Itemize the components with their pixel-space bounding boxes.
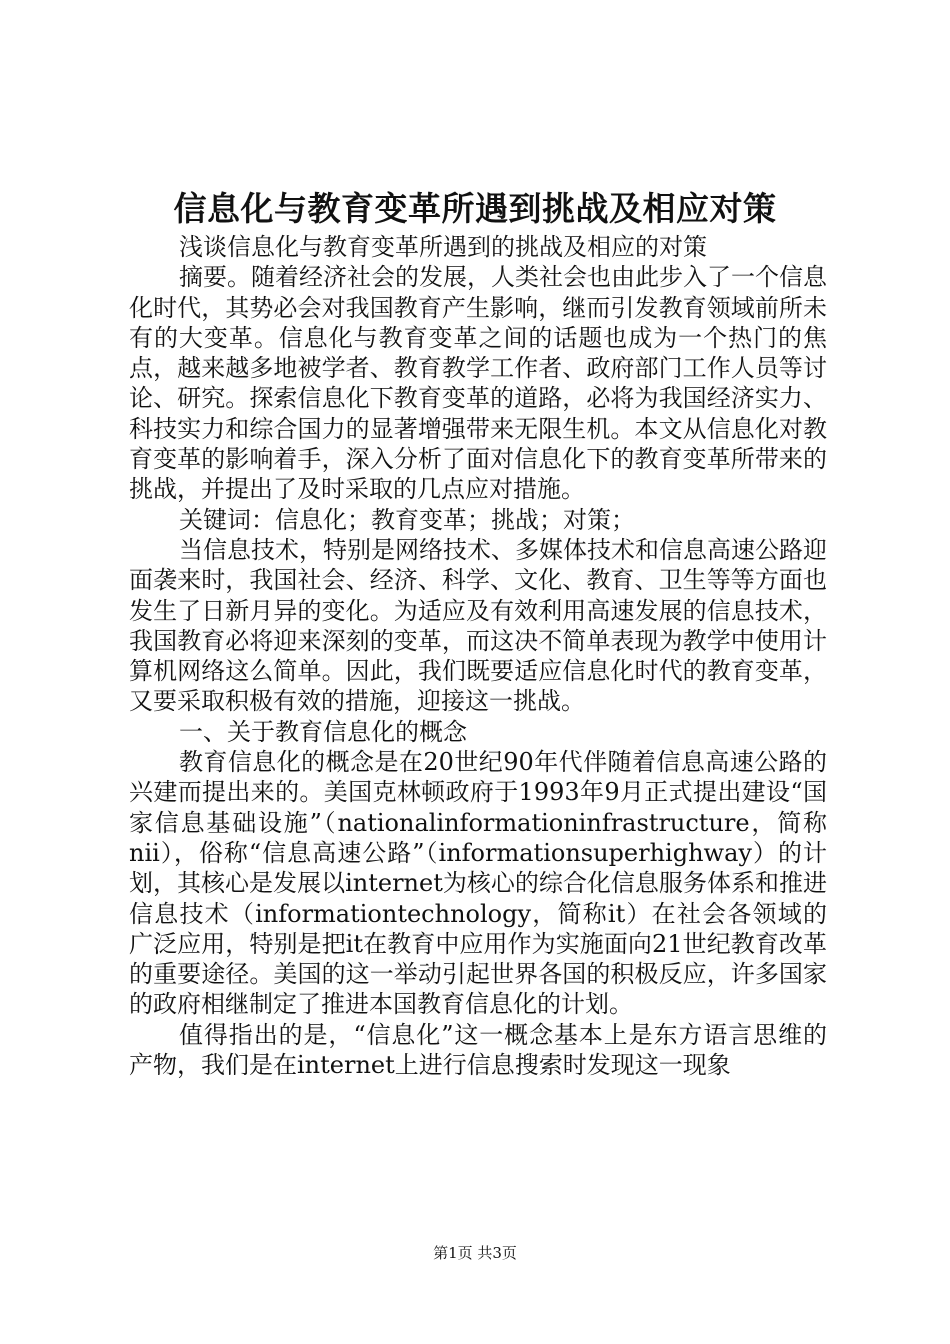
document-body [129,232,827,1080]
abstract-paragraph: 摘要。随着经济社会的发展，人类社会也由此步入了一个信息化时代，其势必会对我国教育产生影响，继而引发教育领域前所未有的大变革。信息化与教育变革之间的话题也成为一个热门的焦点，越来越多地被学者、教育教学工作者、政府部门工作人员等讨论、研究。探索信息化下教育变革的道路，必将为我国经济实力、科技实力和综合国力的显著增强带来无限生机。本文从信息化对教育变革的影响着手，深入分析了面对信息化下的教育变革所带来的挑战，并提出了及时采取的几点应对措施。 [129,263,827,504]
intro-paragraph: 当信息技术，特别是网络技术、多媒体技术和信息高速公路迎面袭来时，我国社会、经济、科学、文化、教育、卫生等等方面也发生了日新月异的变化。为适应及有效利用高速发展的信息技术，我国教育必将迎来深刻的变革，而这决不简单表现为教学中使用计算机网络这么简单。因此，我们既要适应信息化时代的教育变革，又要采取积极有效的措施，迎接这一挑战。 [129,535,827,716]
note-paragraph: 值得指出的是，“信息化”这一概念基本上是东方语言思维的产物，我们是在internet上进行信息搜索时发现这一现象 [129,1020,827,1080]
page-footer: 第1页 共3页 [433,1244,517,1262]
concept-paragraph: 教育信息化的概念是在20世纪90年代伴随着信息高速公路的兴建而提出来的。美国克林顿政府于1993年9月正式提出建设“国家信息基础设施”（nationalinformationinfrastructure，简称nii），俗称“信息高速公路”（informationsuperhighway）的计划，其核心是发展以internet为核心的综合化信息服务体系和推进信息技术（informationtechnology，简称it）在社会各领域的广泛应用，特别是把it在教育中应用作为实施面向21世纪教育改革的重要途径。美国的这一举动引起世界各国的积极反应，许多国家的政府相继制定了推进本国教育信息化的计划。 [129,748,827,1019]
subtitle-paragraph: 浅谈信息化与教育变革所遇到的挑战及相应的对策 [179,233,707,261]
document-title: 信息化与教育变革所遇到挑战及相应对策 [173,189,777,228]
section-heading: 一、关于教育信息化的概念 [179,717,467,746]
keywords-paragraph: 关键词：信息化；教育变革；挑战；对策； [179,505,635,534]
